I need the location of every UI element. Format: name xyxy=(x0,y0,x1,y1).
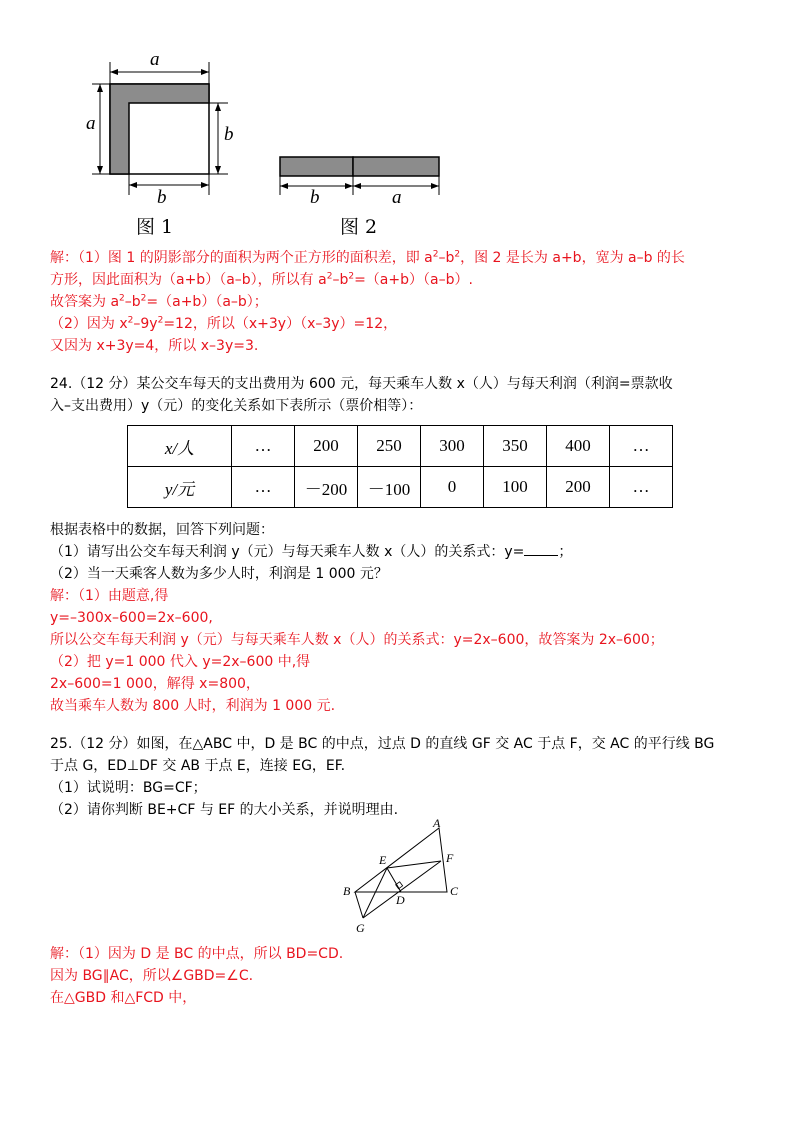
table-cell: －200 xyxy=(295,467,358,508)
sol23-l2a: 方形，因此面积为（a+b）（a–b），所以有 a xyxy=(50,272,327,288)
fig3-label-G: G xyxy=(356,921,365,935)
sup: 2 xyxy=(326,271,333,282)
table-cell: 300 xyxy=(421,426,484,467)
table-cell: … xyxy=(610,467,673,508)
sol24-line-1: 解：（1）由题意,得 xyxy=(50,588,169,604)
sol23-l4a: （2）因为 x xyxy=(50,316,128,332)
sol23-l4b: –9y xyxy=(133,316,158,332)
sup: 2 xyxy=(432,249,439,260)
q25-line-4: （2）请你判断 BE+CF 与 EF 的大小关系，并说明理由. xyxy=(50,802,399,818)
q25-line-3: （1）试说明：BG=CF； xyxy=(50,780,207,796)
q24-line-4 xyxy=(50,542,572,562)
table-cell: －100 xyxy=(358,467,421,508)
figure-2 xyxy=(275,150,445,210)
sup: 2 xyxy=(140,293,147,304)
sol23-line-5: 又因为 x+3y=4，所以 x–3y=3. xyxy=(50,338,259,354)
q24-line-3: 根据表格中的数据，回答下列问题： xyxy=(50,522,274,538)
q24-l4b: ； xyxy=(558,544,573,560)
table-cell: … xyxy=(610,426,673,467)
table-cell: 250 xyxy=(358,426,421,467)
fig3-label-D: D xyxy=(396,893,405,907)
sol23-l2b: –b xyxy=(332,272,349,288)
fig1-label-a-left: a xyxy=(86,113,96,134)
sol24-line-2: y=–300x–600=2x–600, xyxy=(50,610,213,626)
sol24-line-4: （2）把 y=1 000 代入 y=2x–600 中,得 xyxy=(50,654,311,670)
fig3-label-B: B xyxy=(343,884,351,898)
q24-l4a: （1）请写出公交车每天利润 y（元）与每天乘车人数 x（人）的关系式：y= xyxy=(50,544,525,560)
sol23-line-1 xyxy=(50,248,685,268)
fig3-label-F: F xyxy=(446,851,454,865)
fig3-label-A: A xyxy=(433,816,441,830)
fig1-label-b-right: b xyxy=(224,124,234,145)
sol25-line-2: 因为 BG∥AC，所以∠GBD=∠C. xyxy=(50,968,254,984)
sol23-l3c: =（a+b）（a–b）； xyxy=(146,294,268,310)
fig1-label-a-top: a xyxy=(150,49,160,70)
sol24-line-5: 2x–600=1 000，解得 x=800， xyxy=(50,676,260,692)
sol23-l1b: –b xyxy=(438,250,455,266)
sol23-line-4 xyxy=(50,314,397,334)
table-row-label: y/元 xyxy=(128,467,232,508)
sol24-line-3: 所以公交车每天利润 y（元）与每天乘车人数 x（人）的关系式：y=2x–600，故答案为 2x–600； xyxy=(50,632,664,648)
table-cell: 200 xyxy=(295,426,358,467)
table-cell: … xyxy=(232,467,295,508)
fig1-caption: 图 1 xyxy=(136,216,174,238)
q24-line-1: 24.（12 分）某公交车每天的支出费用为 600 元，每天乘车人数 x（人）与每天利润（利润=票款收 xyxy=(50,376,673,392)
table-cell: 0 xyxy=(421,467,484,508)
q24-line-2: 入–支出费用）y（元）的变化关系如下表所示（票价相等）： xyxy=(50,398,423,414)
table-row-y xyxy=(128,467,673,508)
sup: 2 xyxy=(454,249,461,260)
table-cell: 200 xyxy=(547,467,610,508)
table-cell: 350 xyxy=(484,426,547,467)
fig2-label-a: a xyxy=(392,187,402,208)
sol23-line-3 xyxy=(50,292,268,312)
table-cell: … xyxy=(232,426,295,467)
fig2-caption: 图 2 xyxy=(340,216,378,238)
q24-line-5: （2）当一天乘客人数为多少人时，利润是 1 000 元？ xyxy=(50,566,388,582)
sup: 2 xyxy=(119,293,125,304)
sol23-l1a: 解：（1）图 1 的阴影部分的面积为两个正方形的面积差，即 a xyxy=(50,250,433,266)
fig3-label-E: E xyxy=(379,853,387,867)
sol23-l3b: –b xyxy=(124,294,141,310)
fig2-label-b: b xyxy=(310,187,320,208)
sol23-l3a: 故答案为 a xyxy=(50,294,120,310)
table-row-label: x/人 xyxy=(128,426,232,467)
sup: 2 xyxy=(157,315,164,326)
sol25-line-1: 解：（1）因为 D 是 BC 的中点，所以 BD=CD. xyxy=(50,946,344,962)
q25-line-1: 25.（12 分）如图，在△ABC 中，D 是 BC 的中点，过点 D 的直线 GF 交 AC 于点 F，交 AC 的平行线 BG xyxy=(50,736,715,752)
sol24-line-6: 故当乘车人数为 800 人时，利润为 1 000 元. xyxy=(50,698,336,714)
sol23-l2c: =（a+b）（a–b）. xyxy=(354,272,473,288)
table-cell: 100 xyxy=(484,467,547,508)
q25-line-2: 于点 G，ED⊥DF 交 AB 于点 E，连接 EG，EF. xyxy=(50,758,346,774)
sup: 2 xyxy=(348,271,355,282)
fig1-label-b-bottom: b xyxy=(157,187,167,208)
sup: 2 xyxy=(127,315,134,326)
sol23-l1c: ，图 2 是长为 a+b，宽为 a–b 的长 xyxy=(460,250,685,266)
sol23-line-2 xyxy=(50,270,473,290)
table-cell: 400 xyxy=(547,426,610,467)
fig3-label-C: C xyxy=(450,884,459,898)
sol23-l4c: =12，所以（x+3y）（x–3y）=12， xyxy=(163,316,398,332)
table-row-x xyxy=(128,426,673,467)
q24-value-table xyxy=(127,425,673,508)
answer-blank xyxy=(524,543,558,556)
sol25-line-3: 在△GBD 和△FCD 中， xyxy=(50,990,197,1006)
